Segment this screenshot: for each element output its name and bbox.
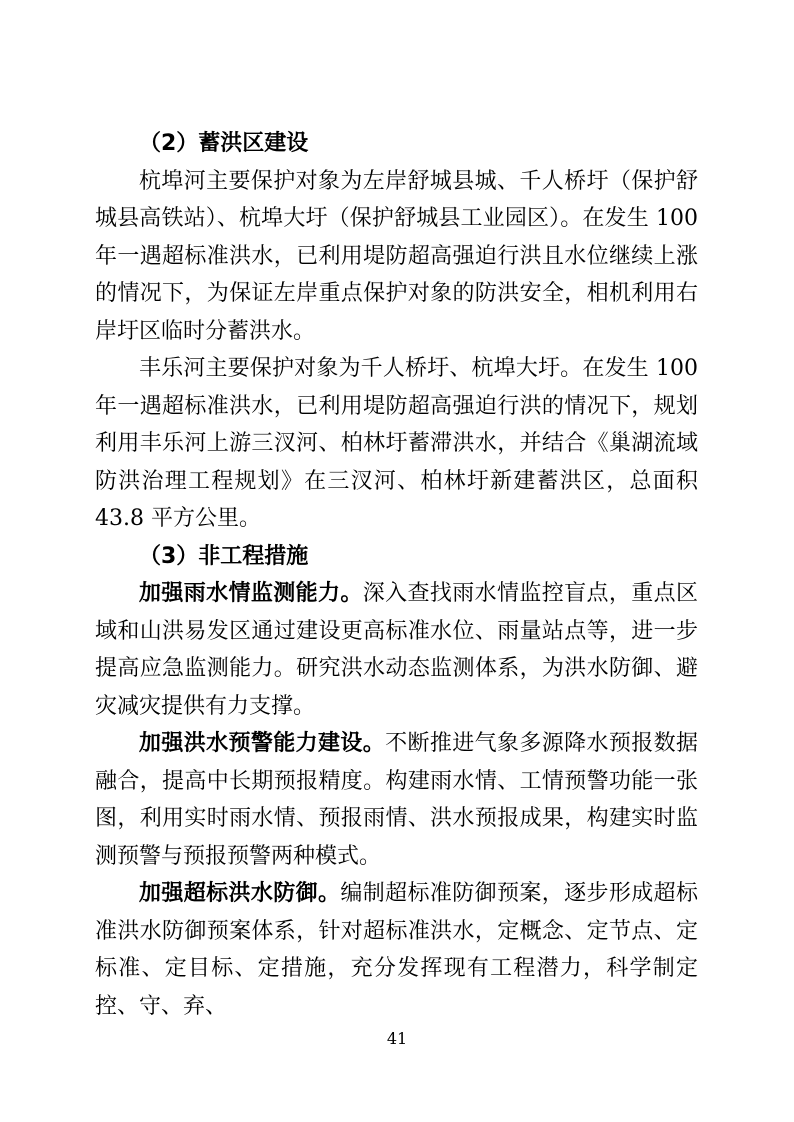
paragraph-hangbu-river [95, 163, 698, 351]
section-heading-non-engineering: （3）非工程措施 [139, 543, 309, 569]
paragraph-text: 编制超标准防御预案，逐步形成超标准洪水防御预案体系，针对超标准洪水，定概念、定节点、定标准、定目标、定措施，充分发挥现有工程潜力，科学制定控、守、弃、 [95, 881, 698, 1019]
page-body [95, 125, 698, 1025]
paragraph-text: 不断推进气象多源降水预报数据融合，提高中长期预报精度。构建雨水情、工情预警功能一张图，利用实时雨水情、预报雨情、洪水预报成果，构建实时监测预警与预报预警两种模式。 [95, 731, 698, 869]
paragraph-flood-warning [95, 725, 698, 875]
paragraph-text: 深入查找雨水情监控盲点，重点区域和山洪易发区通过建设更高标准水位、雨量站点等，进一步提高应急监测能力。研究洪水动态监测体系，为洪水防御、避灾减灾提供有力支撑。 [95, 581, 698, 719]
paragraph-lead: 加强超标洪水防御。 [139, 881, 341, 906]
paragraph-lead: 加强洪水预警能力建设。 [139, 731, 386, 756]
paragraph-lead: 加强雨水情监测能力。 [139, 581, 363, 606]
paragraph-exceed-standard-flood [95, 875, 698, 1025]
paragraph-fengle-river [95, 350, 698, 538]
paragraph-text: 丰乐河主要保护对象为千人桥圩、杭埠大圩。在发生 100 年一遇超标准洪水，已利用堤防超高强迫行洪的情况下，规划利用丰乐河上游三汊河、柏林圩蓄滞洪水，并结合《巢湖流域防洪治理工程规划》在三汊河、柏林圩新建蓄洪区，总面积 43.8 平方公里。 [95, 356, 698, 531]
paragraph-rain-monitoring [95, 575, 698, 725]
paragraph-text: 杭埠河主要保护对象为左岸舒城县城、千人桥圩（保护舒城县高铁站）、杭埠大圩（保护舒城县工业园区）。在发生 100 年一遇超标准洪水，已利用堤防超高强迫行洪且水位继续上涨的情况下，为保证左岸重点保护对象的防洪安全，相机利用右岸圩区临时分蓄洪水。 [95, 168, 698, 344]
page-number: 41 [386, 1029, 408, 1048]
section-heading-storage-area: （2）蓄洪区建设 [139, 131, 309, 156]
